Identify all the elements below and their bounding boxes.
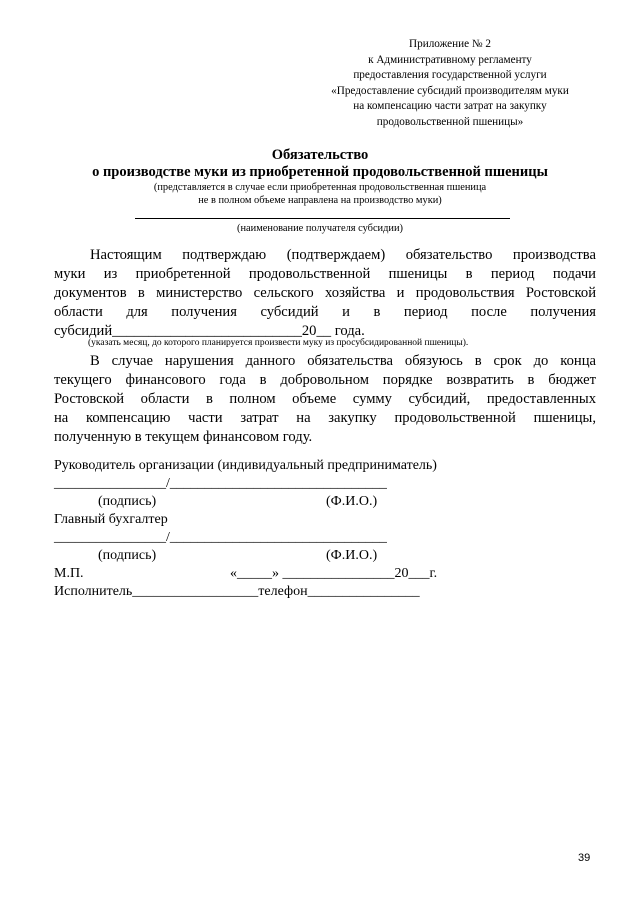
paragraph-line: области для получения субсидий и в период после получения: [54, 304, 596, 320]
executor-line: Исполнитель__________________телефон________________: [54, 584, 420, 599]
recipient-caption: (наименование получателя субсидии): [237, 223, 403, 234]
name-label: (Ф.И.О.): [326, 548, 378, 563]
paragraph-line: субсидий__________________________20__ года.: [54, 323, 365, 339]
appendix-line: на компенсацию части затрат на закупку: [353, 100, 547, 112]
name-label: (Ф.И.О.): [326, 494, 378, 509]
page-number: 39: [578, 852, 591, 864]
stamp-placeholder: М.П.: [54, 566, 84, 581]
paragraph-line: Ростовской области в полном объеме сумму субсидий, предоставленных: [54, 391, 596, 407]
document-subject: о производстве муки из приобретенной продовольственной пшеницы: [92, 164, 548, 180]
date-line: «_____» ________________20___г.: [230, 566, 438, 581]
paragraph-line: на компенсацию части затрат на закупку продовольственной пшеницы,: [54, 410, 596, 426]
signature-label: (подпись): [98, 548, 157, 563]
paragraph-line: муки из приобретенной продовольственной пшеницы в период подачи: [54, 266, 596, 282]
paragraph-line: полученную в текущем финансовом году.: [54, 429, 313, 445]
paragraph-line: текущего финансового года в добровольном порядке возвратить в бюджет: [54, 372, 596, 388]
signature-label: (подпись): [98, 494, 157, 509]
paragraph-line: Настоящим подтверждаю (подтверждаем) обязательство производства: [90, 247, 596, 263]
paragraph-line: документов в министерство сельского хозяйства и продовольствия Ростовской: [54, 285, 596, 301]
head-title: Руководитель организации (индивидуальный предприниматель): [54, 458, 437, 473]
appendix-line: Приложение № 2: [409, 38, 491, 50]
accountant-title: Главный бухгалтер: [54, 512, 168, 527]
document-title: Обязательство: [271, 147, 369, 163]
subtitle-note: не в полном объеме направлена на производство муки): [198, 195, 442, 206]
appendix-line: продовольственной пшеницы»: [376, 116, 524, 128]
recipient-name-line: [135, 218, 510, 219]
head-signature-line: ________________/_______________________________: [54, 476, 387, 491]
accountant-signature-line: ________________/_______________________________: [54, 530, 387, 545]
appendix-line: предоставления государственной услуги: [353, 69, 547, 81]
subtitle-note: (представляется в случае если приобретенная продовольственная пшеница: [153, 182, 487, 193]
month-caption: (указать месяц, до которого планируется произвести муку из просубсидированной пшеницы).: [88, 338, 469, 348]
paragraph-line: В случае нарушения данного обязательства обязуюсь в срок до конца: [90, 353, 596, 369]
appendix-line: к Административному регламенту: [368, 54, 532, 66]
appendix-line: «Предоставление субсидий производителям муки: [331, 85, 569, 97]
